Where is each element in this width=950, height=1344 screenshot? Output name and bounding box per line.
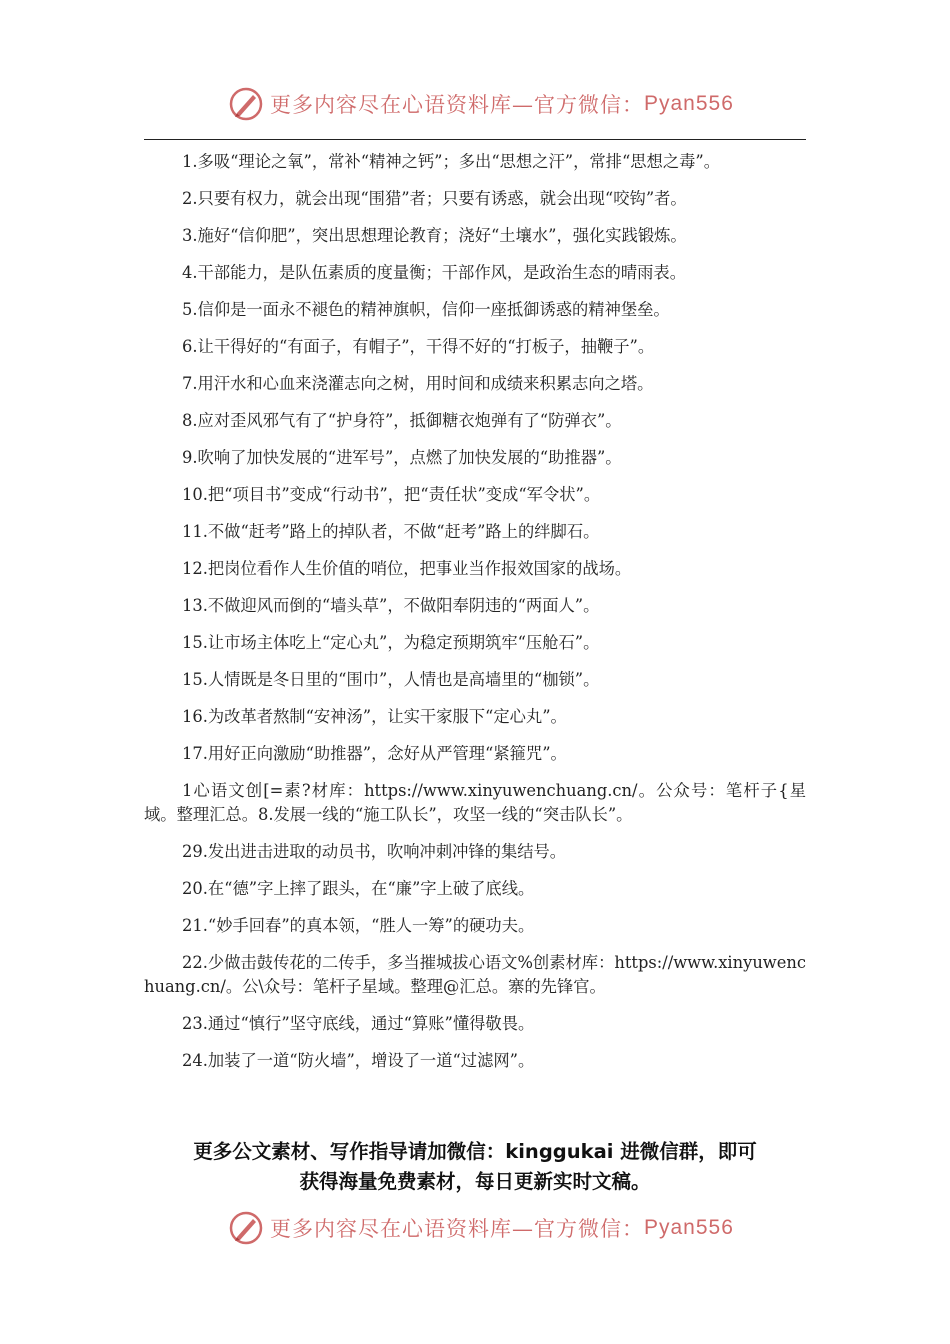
footer-banner [228,1208,734,1248]
footer-banner-text: 更多内容尽在心语资料库—官方微信： [270,1217,644,1241]
document-body [144,150,806,1086]
paragraph: 10.把“项目书”变成“行动书”，把“责任状”变成“军令状”。 [182,485,601,504]
paragraph: 16.为改革者熬制“安神汤”，让实干家服下“定心丸”。 [182,707,567,726]
paragraph: 12.把岗位看作人生价值的哨位，把事业当作报效国家的战场。 [182,559,632,578]
paragraph: 3.施好“信仰肥”，突出思想理论教育；浇好“土壤水”，强化实践锻炼。 [182,226,687,245]
paragraph: 20.在“德”字上摔了跟头，在“廉”字上破了底线。 [182,879,535,898]
header-banner [228,84,734,124]
paragraph: 22.少做击鼓传花的二传手，多当摧城拔心语文%创素材库：https://www.xinyuwenchuang.cn/。公\众号：笔杆子星域。整理@汇总。寨的先锋官。 [144,953,806,996]
header-banner-wechat: Pyan556 [644,92,734,115]
paragraph: 9.吹响了加快发展的“进军号”，点燃了加快发展的“助推器”。 [182,448,622,467]
cta-line-1: 更多公文素材、写作指导请加微信：kinggukai 进微信群，即可 [193,1140,757,1163]
paragraph: 17.用好正向激励“助推器”，念好从严管理“紧箍咒”。 [182,744,567,763]
header-banner-text: 更多内容尽在心语资料库—官方微信： [270,93,644,117]
paragraph: 4.干部能力，是队伍素质的度量衡；干部作风，是政治生态的晴雨表。 [182,263,686,282]
paragraph: 8.应对歪风邪气有了“护身符”，抵御糖衣炮弹有了“防弹衣”。 [182,411,622,430]
pen-logo-icon [228,1210,264,1246]
footer-banner-wechat: Pyan556 [644,1216,734,1239]
paragraph: 29.发出进击进取的动员书，吹响冲刺冲锋的集结号。 [182,842,567,861]
paragraph: 11.不做“赶考”路上的掉队者，不做“赶考”路上的绊脚石。 [182,522,600,541]
paragraph: 15.让市场主体吃上“定心丸”，为稳定预期筑牢“压舱石”。 [182,633,600,652]
header-divider [144,139,806,140]
wechat-call-to-action [144,1137,806,1197]
paragraph: 13.不做迎风而倒的“墙头草”，不做阳奉阴违的“两面人”。 [182,596,600,615]
cta-line-2: 获得海量免费素材，每日更新实时文稿。 [299,1170,651,1193]
paragraph: 15.人情既是冬日里的“围巾”，人情也是高墙里的“枷锁”。 [182,670,600,689]
paragraph: 1.多吸“理论之氧”，常补“精神之钙”；多出“思想之汗”，常排“思想之毒”。 [182,152,721,171]
paragraph: 24.加装了一道“防火墙”，增设了一道“过滤网”。 [182,1051,535,1070]
paragraph: 2.只要有权力，就会出现“围猎”者；只要有诱惑，就会出现“咬钩”者。 [182,189,687,208]
paragraph: 21.“妙手回春”的真本领，“胜人一筹”的硬功夫。 [182,916,535,935]
paragraph: 1心语文创[=素?材库：https://www.xinyuwenchuang.cn/。公众号：笔杆子{星域。整理汇总。8.发展一线的“施工队长”，攻坚一线的“突击队长”。 [144,781,806,824]
pen-logo-icon [228,86,264,122]
paragraph: 23.通过“慎行”坚守底线，通过“算账”懂得敬畏。 [182,1014,535,1033]
paragraph: 7.用汗水和心血来浇灌志向之树，用时间和成绩来积累志向之塔。 [182,374,654,393]
paragraph: 6.让干得好的“有面子，有帽子”，干得不好的“打板子，抽鞭子”。 [182,337,655,356]
paragraph: 5.信仰是一面永不褪色的精神旗帜，信仰一座抵御诱惑的精神堡垒。 [182,300,670,319]
